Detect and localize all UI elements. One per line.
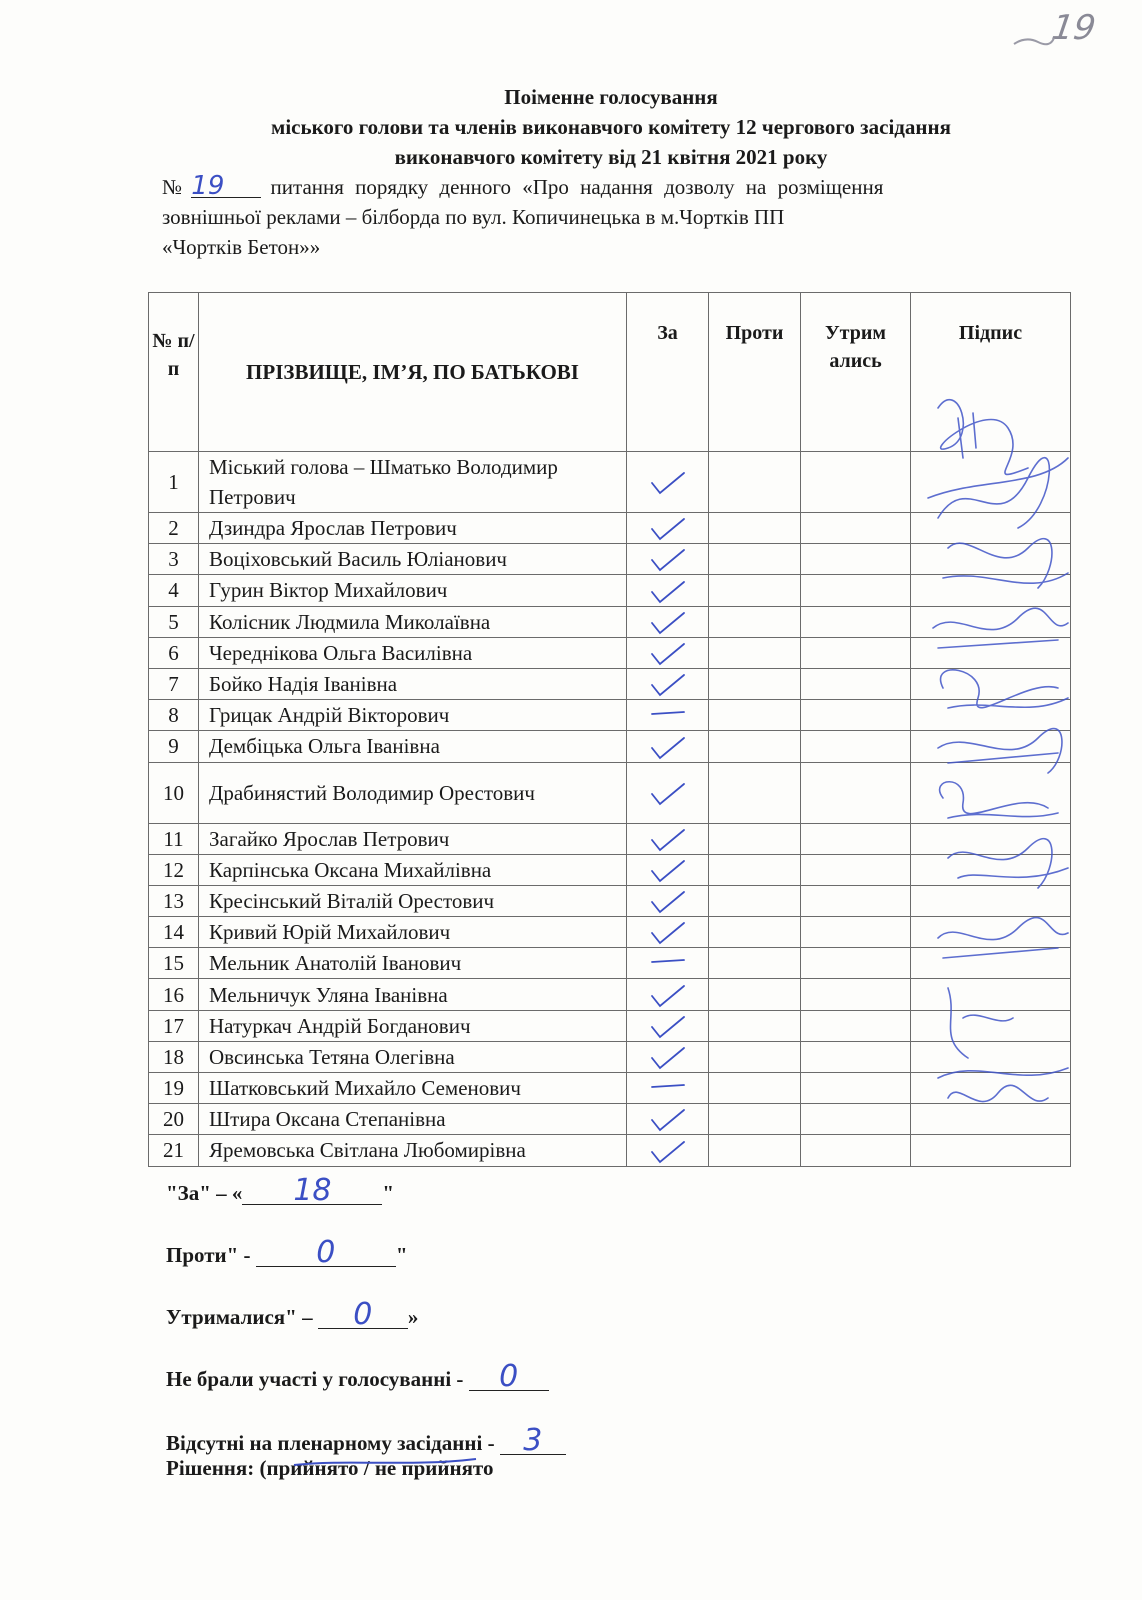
row-number: 14 bbox=[149, 917, 199, 948]
header-number: № п/п bbox=[149, 293, 199, 452]
for-cell bbox=[627, 885, 709, 916]
dash-mark-icon bbox=[646, 952, 690, 978]
for-cell bbox=[627, 1010, 709, 1041]
row-number: 15 bbox=[149, 948, 199, 979]
number-sign: № bbox=[162, 175, 183, 199]
member-name: Череднікова Ольга Василівна bbox=[199, 637, 627, 668]
for-cell bbox=[627, 575, 709, 606]
member-name: Мельничук Уляна Іванівна bbox=[199, 979, 627, 1010]
row-number: 6 bbox=[149, 637, 199, 668]
signature-cell bbox=[911, 1041, 1071, 1072]
for-cell bbox=[627, 854, 709, 885]
table-row bbox=[149, 544, 1071, 575]
against-cell bbox=[709, 731, 801, 762]
row-number: 4 bbox=[149, 575, 199, 606]
against-cell bbox=[709, 1135, 801, 1166]
abstained-cell bbox=[801, 1104, 911, 1135]
against-cell bbox=[709, 575, 801, 606]
check-mark-icon bbox=[646, 921, 690, 947]
row-number: 21 bbox=[149, 1135, 199, 1166]
abstained-cell bbox=[801, 1073, 911, 1104]
abstained-cell bbox=[801, 668, 911, 699]
signature-cell bbox=[911, 917, 1071, 948]
abstained-cell bbox=[801, 948, 911, 979]
against-cell bbox=[709, 917, 801, 948]
abstained-cell bbox=[801, 854, 911, 885]
signature-cell bbox=[911, 606, 1071, 637]
member-name: Овсинська Тетяна Олегівна bbox=[199, 1041, 627, 1072]
signature-cell bbox=[911, 1135, 1071, 1166]
signature-cell bbox=[911, 823, 1071, 854]
for-cell bbox=[627, 668, 709, 699]
summary-against bbox=[166, 1235, 408, 1270]
abstained-cell bbox=[801, 1041, 911, 1072]
check-mark-icon bbox=[646, 828, 690, 854]
against-cell bbox=[709, 762, 801, 823]
abstained-cell bbox=[801, 700, 911, 731]
against-cell bbox=[709, 854, 801, 885]
for-cell bbox=[627, 700, 709, 731]
signature-cell bbox=[911, 762, 1071, 823]
summary-absent-value: 3 bbox=[500, 1428, 566, 1455]
signature-cell bbox=[911, 1010, 1071, 1041]
member-name: Драбинястий Володимир Орестович bbox=[199, 762, 627, 823]
for-cell bbox=[627, 606, 709, 637]
summary-against-label: Проти" - bbox=[166, 1243, 256, 1267]
signature-cell bbox=[911, 700, 1071, 731]
for-cell bbox=[627, 979, 709, 1010]
member-name: Кресінський Віталій Орестович bbox=[199, 885, 627, 916]
for-cell bbox=[627, 823, 709, 854]
abstained-cell bbox=[801, 731, 911, 762]
signature-cell bbox=[911, 731, 1071, 762]
title-line-1: Поіменне голосування bbox=[504, 85, 718, 109]
member-name: Міський голова – Шматько Володимир Петрович bbox=[199, 452, 627, 513]
check-mark-icon bbox=[646, 580, 690, 606]
table-row bbox=[149, 668, 1071, 699]
dash-mark-icon bbox=[646, 704, 690, 730]
abstained-cell bbox=[801, 885, 911, 916]
signature-cell bbox=[911, 979, 1071, 1010]
member-name: Дембіцька Ольга Іванівна bbox=[199, 731, 627, 762]
against-cell bbox=[709, 606, 801, 637]
row-number: 3 bbox=[149, 544, 199, 575]
summary-abstained-close: » bbox=[407, 1305, 419, 1329]
table-row bbox=[149, 823, 1071, 854]
agenda-item-intro bbox=[162, 172, 1072, 262]
check-mark-icon bbox=[646, 1140, 690, 1166]
header-against: Проти bbox=[709, 293, 801, 452]
signature-cell bbox=[911, 885, 1071, 916]
check-mark-icon bbox=[646, 782, 690, 808]
member-name: Штира Оксана Степанівна bbox=[199, 1104, 627, 1135]
signature-cell bbox=[911, 668, 1071, 699]
header-abstained: Утрим ались bbox=[801, 293, 911, 452]
row-number: 2 bbox=[149, 513, 199, 544]
member-name: Кривий Юрій Михайлович bbox=[199, 917, 627, 948]
summary-abstained-label: Утрималися" – bbox=[166, 1305, 318, 1329]
table-row bbox=[149, 1104, 1071, 1135]
member-name: Колісник Людмила Миколаївна bbox=[199, 606, 627, 637]
check-mark-icon bbox=[646, 673, 690, 699]
signature-cell bbox=[911, 854, 1071, 885]
row-number: 17 bbox=[149, 1010, 199, 1041]
row-number: 9 bbox=[149, 731, 199, 762]
against-cell bbox=[709, 544, 801, 575]
summary-absent bbox=[166, 1423, 566, 1458]
header-name: ПРІЗВИЩЕ, ІМ’Я, ПО БАТЬКОВІ bbox=[199, 293, 627, 452]
row-number: 7 bbox=[149, 668, 199, 699]
summary-decision-label: Рішення: (прийнято / не прийнято bbox=[166, 1456, 494, 1480]
abstained-cell bbox=[801, 637, 911, 668]
signature-cell bbox=[911, 948, 1071, 979]
for-cell bbox=[627, 452, 709, 513]
member-name: Яремовська Світлана Любомирівна bbox=[199, 1135, 627, 1166]
table-row bbox=[149, 979, 1071, 1010]
table-row bbox=[149, 731, 1071, 762]
for-cell bbox=[627, 1104, 709, 1135]
for-cell bbox=[627, 1041, 709, 1072]
table-row bbox=[149, 1073, 1071, 1104]
table-row bbox=[149, 606, 1071, 637]
against-cell bbox=[709, 452, 801, 513]
against-cell bbox=[709, 1104, 801, 1135]
intro-line-3: «Чортків Бетон»» bbox=[162, 235, 321, 259]
summary-not-participated-label: Не брали участі у голосуванні - bbox=[166, 1367, 469, 1391]
page-number: 19 bbox=[1049, 8, 1099, 48]
check-mark-icon bbox=[646, 890, 690, 916]
check-mark-icon bbox=[646, 984, 690, 1010]
table-row bbox=[149, 1041, 1071, 1072]
table-row bbox=[149, 1135, 1071, 1166]
signature-cell bbox=[911, 1073, 1071, 1104]
check-mark-icon bbox=[646, 736, 690, 762]
agenda-item-text: питання порядку денного «Про надання дозволу на розміщення bbox=[270, 175, 884, 199]
for-cell bbox=[627, 637, 709, 668]
check-mark-icon bbox=[646, 1046, 690, 1072]
against-cell bbox=[709, 885, 801, 916]
for-cell bbox=[627, 762, 709, 823]
against-cell bbox=[709, 513, 801, 544]
intro-line-2: зовнішньої реклами – білборда по вул. Копичинецька в м.Чортків ПП bbox=[162, 205, 785, 229]
member-name: Мельник Анатолій Іванович bbox=[199, 948, 627, 979]
dash-mark-icon bbox=[646, 1077, 690, 1103]
signature-cell bbox=[911, 544, 1071, 575]
table-row bbox=[149, 452, 1071, 513]
for-cell bbox=[627, 1073, 709, 1104]
abstained-cell bbox=[801, 452, 911, 513]
abstained-cell bbox=[801, 606, 911, 637]
summary-abstained-value: 0 bbox=[318, 1302, 408, 1329]
summary-abstained bbox=[166, 1297, 419, 1332]
signature-cell bbox=[911, 513, 1071, 544]
page-number-stroke bbox=[1012, 34, 1056, 48]
signature-cell bbox=[911, 575, 1071, 606]
check-mark-icon bbox=[646, 859, 690, 885]
summary-for-close: " bbox=[382, 1181, 395, 1205]
summary-for-value: 18 bbox=[242, 1178, 382, 1205]
abstained-cell bbox=[801, 544, 911, 575]
table-row bbox=[149, 700, 1071, 731]
check-mark-icon bbox=[646, 471, 690, 497]
summary-absent-label: Відсутні на пленарному засіданні - bbox=[166, 1431, 500, 1455]
signature-cell bbox=[911, 637, 1071, 668]
row-number: 16 bbox=[149, 979, 199, 1010]
check-mark-icon bbox=[646, 611, 690, 637]
row-number: 5 bbox=[149, 606, 199, 637]
intro-line-1 bbox=[162, 172, 1072, 202]
for-cell bbox=[627, 731, 709, 762]
row-number: 19 bbox=[149, 1073, 199, 1104]
against-cell bbox=[709, 1010, 801, 1041]
abstained-cell bbox=[801, 575, 911, 606]
against-cell bbox=[709, 948, 801, 979]
decision-underline-stroke bbox=[290, 1453, 480, 1473]
abstained-cell bbox=[801, 823, 911, 854]
document-title bbox=[150, 82, 1072, 172]
member-name: Гурин Віктор Михайлович bbox=[199, 575, 627, 606]
summary-for-label: "За" – « bbox=[166, 1181, 243, 1205]
for-cell bbox=[627, 917, 709, 948]
abstained-cell bbox=[801, 513, 911, 544]
member-name: Натуркач Андрій Богданович bbox=[199, 1010, 627, 1041]
table-row bbox=[149, 575, 1071, 606]
check-mark-icon bbox=[646, 517, 690, 543]
table-row bbox=[149, 948, 1071, 979]
member-name: Дзиндра Ярослав Петрович bbox=[199, 513, 627, 544]
summary-not-participated-value: 0 bbox=[469, 1364, 549, 1391]
signature-cell bbox=[911, 452, 1071, 513]
table-row bbox=[149, 885, 1071, 916]
member-name: Воціховський Василь Юліанович bbox=[199, 544, 627, 575]
header-for: За bbox=[627, 293, 709, 452]
table-row bbox=[149, 1010, 1071, 1041]
against-cell bbox=[709, 1041, 801, 1072]
header-signature: Підпис bbox=[911, 293, 1071, 452]
row-number: 8 bbox=[149, 700, 199, 731]
table-row bbox=[149, 854, 1071, 885]
table-row bbox=[149, 513, 1071, 544]
for-cell bbox=[627, 1135, 709, 1166]
table-header-row bbox=[149, 293, 1071, 452]
row-number: 11 bbox=[149, 823, 199, 854]
abstained-cell bbox=[801, 979, 911, 1010]
against-cell bbox=[709, 1073, 801, 1104]
abstained-cell bbox=[801, 762, 911, 823]
summary-not-participated bbox=[166, 1359, 549, 1394]
against-cell bbox=[709, 823, 801, 854]
member-name: Карпінська Оксана Михайлівна bbox=[199, 854, 627, 885]
member-name: Загайко Ярослав Петрович bbox=[199, 823, 627, 854]
table-row bbox=[149, 762, 1071, 823]
row-number: 1 bbox=[149, 452, 199, 513]
against-cell bbox=[709, 700, 801, 731]
for-cell bbox=[627, 513, 709, 544]
table-row bbox=[149, 637, 1071, 668]
row-number: 13 bbox=[149, 885, 199, 916]
summary-against-close: " bbox=[395, 1243, 408, 1267]
row-number: 12 bbox=[149, 854, 199, 885]
abstained-cell bbox=[801, 1010, 911, 1041]
summary-against-value: 0 bbox=[256, 1240, 396, 1267]
against-cell bbox=[709, 668, 801, 699]
for-cell bbox=[627, 948, 709, 979]
check-mark-icon bbox=[646, 1108, 690, 1134]
title-line-3: виконавчого комітету від 21 квітня 2021 року bbox=[394, 145, 828, 169]
member-name: Бойко Надія Іванівна bbox=[199, 668, 627, 699]
table-row bbox=[149, 917, 1071, 948]
summary-for bbox=[166, 1173, 395, 1208]
title-line-2: міського голови та членів виконавчого комітету 12 чергового засідання bbox=[271, 115, 951, 139]
row-number: 10 bbox=[149, 762, 199, 823]
signature-cell bbox=[911, 1104, 1071, 1135]
check-mark-icon bbox=[646, 642, 690, 668]
check-mark-icon bbox=[646, 548, 690, 574]
against-cell bbox=[709, 637, 801, 668]
abstained-cell bbox=[801, 917, 911, 948]
member-name: Шатковський Михайло Семенович bbox=[199, 1073, 627, 1104]
check-mark-icon bbox=[646, 1015, 690, 1041]
agenda-item-number: 19 bbox=[191, 175, 261, 198]
row-number: 20 bbox=[149, 1104, 199, 1135]
row-number: 18 bbox=[149, 1041, 199, 1072]
roll-call-table bbox=[148, 292, 1071, 1167]
for-cell bbox=[627, 544, 709, 575]
against-cell bbox=[709, 979, 801, 1010]
abstained-cell bbox=[801, 1135, 911, 1166]
member-name: Грицак Андрій Вікторович bbox=[199, 700, 627, 731]
